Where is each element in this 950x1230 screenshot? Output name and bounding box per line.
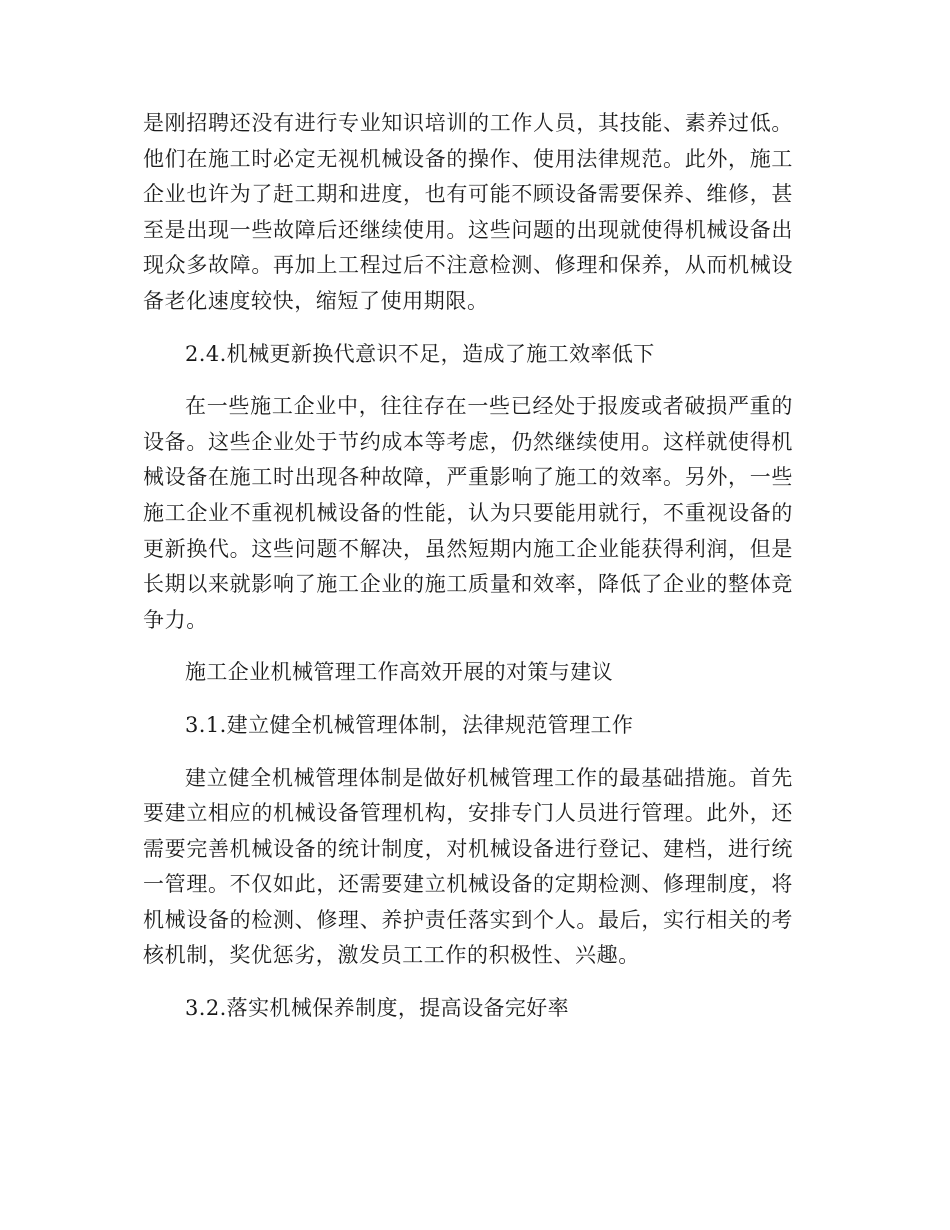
section-heading: 2.4.机械更新换代意识不足，造成了施工效率低下: [185, 341, 655, 366]
section-heading: 3.1.建立健全机械管理体制，法律规范管理工作: [185, 712, 634, 737]
body-paragraph: 在一些施工企业中，往往存在一些已经处于报废或者破损严重的设备。这些企业处于节约成本等考虑，仍然继续使用。这样就使得机械设备在施工时出现各种故障，严重影响了施工的效率。另外，一些施工企业不重视机械设备的性能，认为只要能用就行，不重视设备的更新换代。这些问题不解决，虽然短期内施工企业能获得利润，但是长期以来就影响了施工企业的施工质量和效率，降低了企业的整体竞争力。: [143, 394, 793, 632]
section-heading: 3.2.落实机械保养制度，提高设备完好率: [185, 996, 570, 1021]
document-body: [143, 106, 793, 1044]
chapter-heading: 施工企业机械管理工作高效开展的对策与建议: [185, 660, 613, 685]
body-paragraph: 是刚招聘还没有进行专业知识培训的工作人员，其技能、素养过低。他们在施工时必定无视机械设备的操作、使用法律规范。此外，施工企业也许为了赶工期和进度，也有可能不顾设备需要保养、维修，甚至是出现一些故障后还继续使用。这些问题的出现就使得机械设备出现众多故障。再加上工程过后不注意检测、修理和保养，从而机械设备老化速度较快，缩短了使用期限。: [143, 111, 793, 313]
body-paragraph: 建立健全机械管理体制是做好机械管理工作的最基础措施。首先要建立相应的机械设备管理机构，安排专门人员进行管理。此外，还需要完善机械设备的统计制度，对机械设备进行登记、建档，进行统一管理。不仅如此，还需要建立机械设备的定期检测、修理制度，将机械设备的检测、修理、养护责任落实到个人。最后，实行相关的考核机制，奖优惩劣，激发员工工作的积极性、兴趣。: [143, 765, 793, 968]
